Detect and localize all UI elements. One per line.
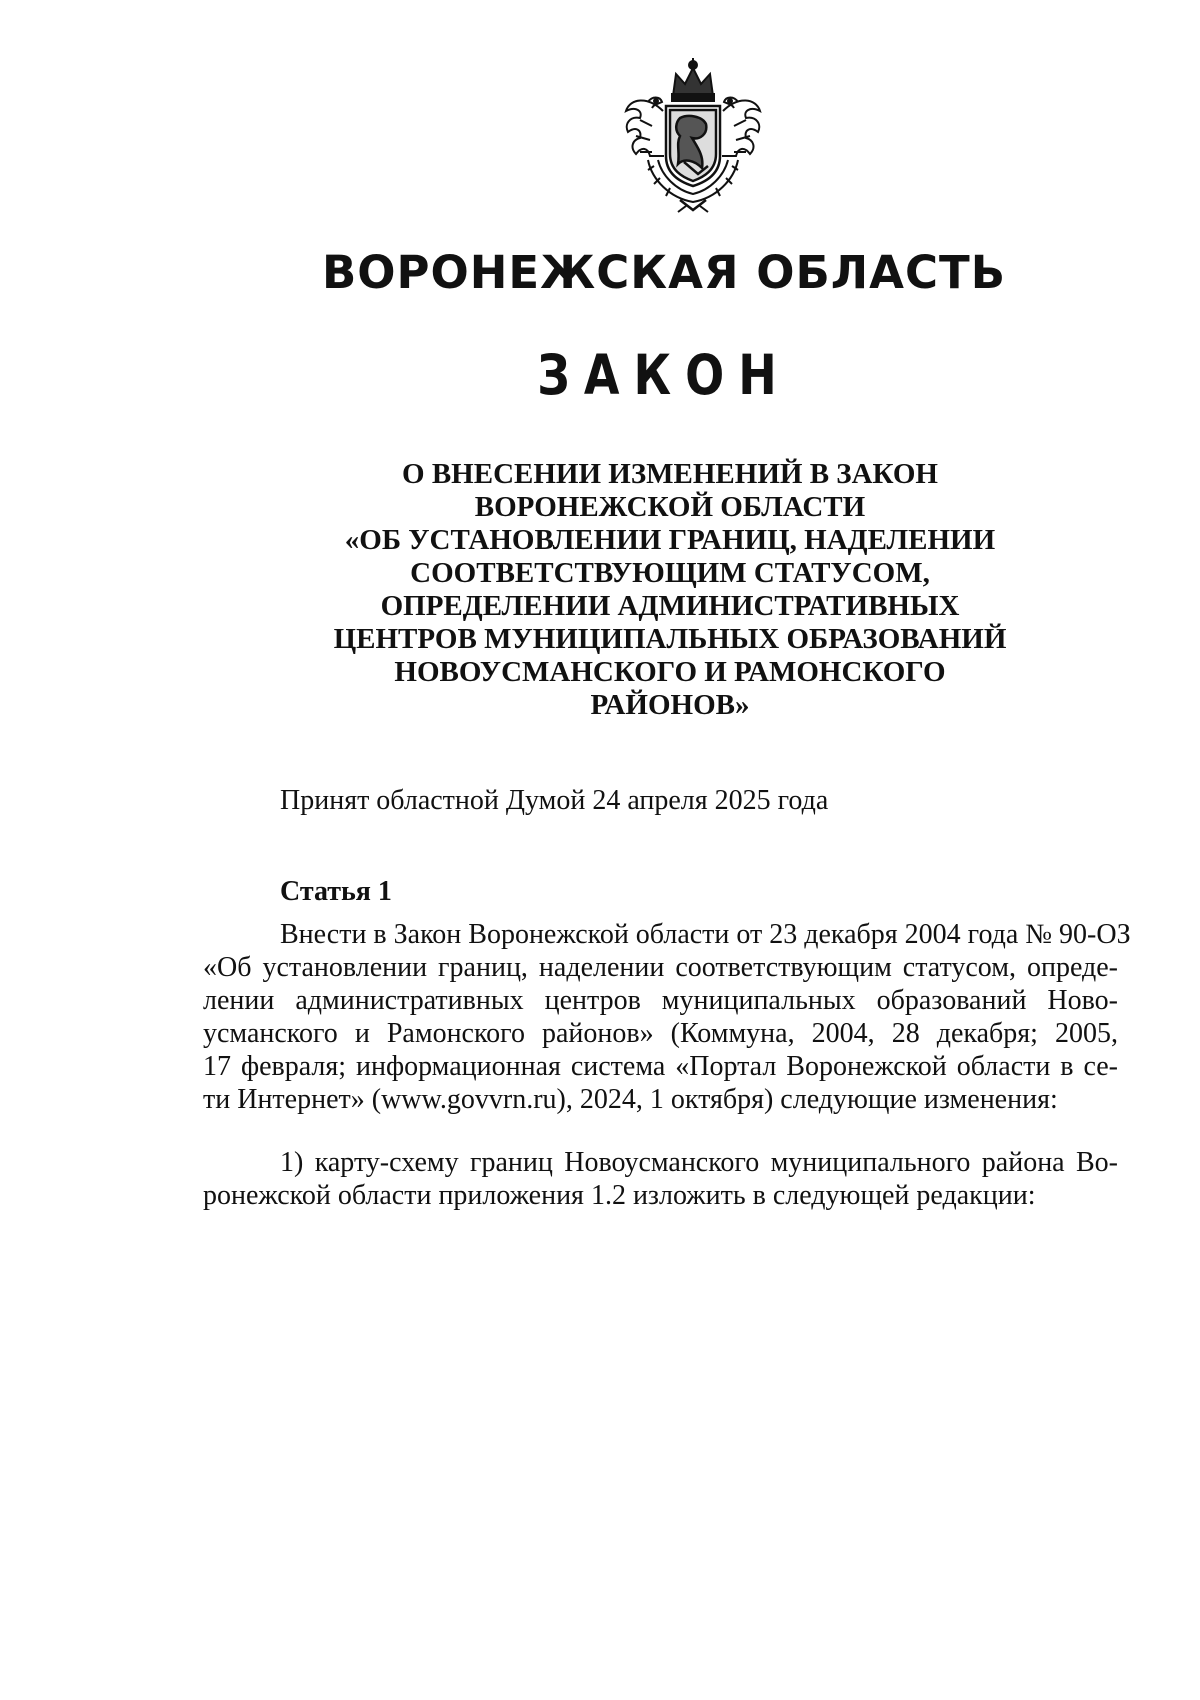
item-line: 1) карту-схему границ Новоусманского муниципального района Во- [280,1147,1118,1178]
article-paragraph [203,918,1131,1116]
document-type: ЗАКОН [537,342,791,408]
law-title [320,458,1020,722]
paragraph-line: усманского и Рамонского районов» (Коммуна, 2004, 28 декабря; 2005, [203,1018,1118,1049]
law-title-line: НОВОУСМАНСКОГО И РАМОНСКОГО [394,656,946,688]
law-title-line: ОПРЕДЕЛЕНИИ АДМИНИСТРАТИВНЫХ [380,590,960,622]
adoption-note: Принят областной Думой 24 апреля 2025 года [280,785,829,816]
region-title: ВОРОНЕЖСКАЯ ОБЛАСТЬ [321,246,1006,299]
law-title-line: ЦЕНТРОВ МУНИЦИПАЛЬНЫХ ОБРАЗОВАНИЙ [333,623,1007,655]
article-heading: Статья 1 [280,876,392,907]
paragraph-line: лении административных центров муниципальных образований Ново- [203,985,1118,1016]
paragraph-line: Внести в Закон Воронежской области от 23 декабря 2004 года № 90-ОЗ [280,919,1131,950]
paragraph-line: «Об установлении границ, наделении соответствующим статусом, опреде- [203,952,1118,983]
paragraph-line: 17 февраля; информационная система «Портал Воронежской области в се- [203,1051,1118,1082]
paragraph-line: ти Интернет» (www.govvrn.ru), 2024, 1 октября) следующие изменения: [203,1084,1058,1115]
voronezh-coat-of-arms-icon [618,56,768,214]
article-item-1 [203,1146,1118,1212]
item-line: ронежской области приложения 1.2 изложить в следующей редакции: [203,1180,1036,1211]
law-title-line: СООТВЕТСТВУЮЩИМ СТАТУСОМ, [410,557,930,589]
law-title-line: РАЙОНОВ» [590,689,750,721]
law-title-line: О ВНЕСЕНИИ ИЗМЕНЕНИЙ В ЗАКОН [402,458,938,490]
law-title-line: ВОРОНЕЖСКОЙ ОБЛАСТИ [474,491,866,523]
law-title-line: «ОБ УСТАНОВЛЕНИИ ГРАНИЦ, НАДЕЛЕНИИ [344,524,996,556]
